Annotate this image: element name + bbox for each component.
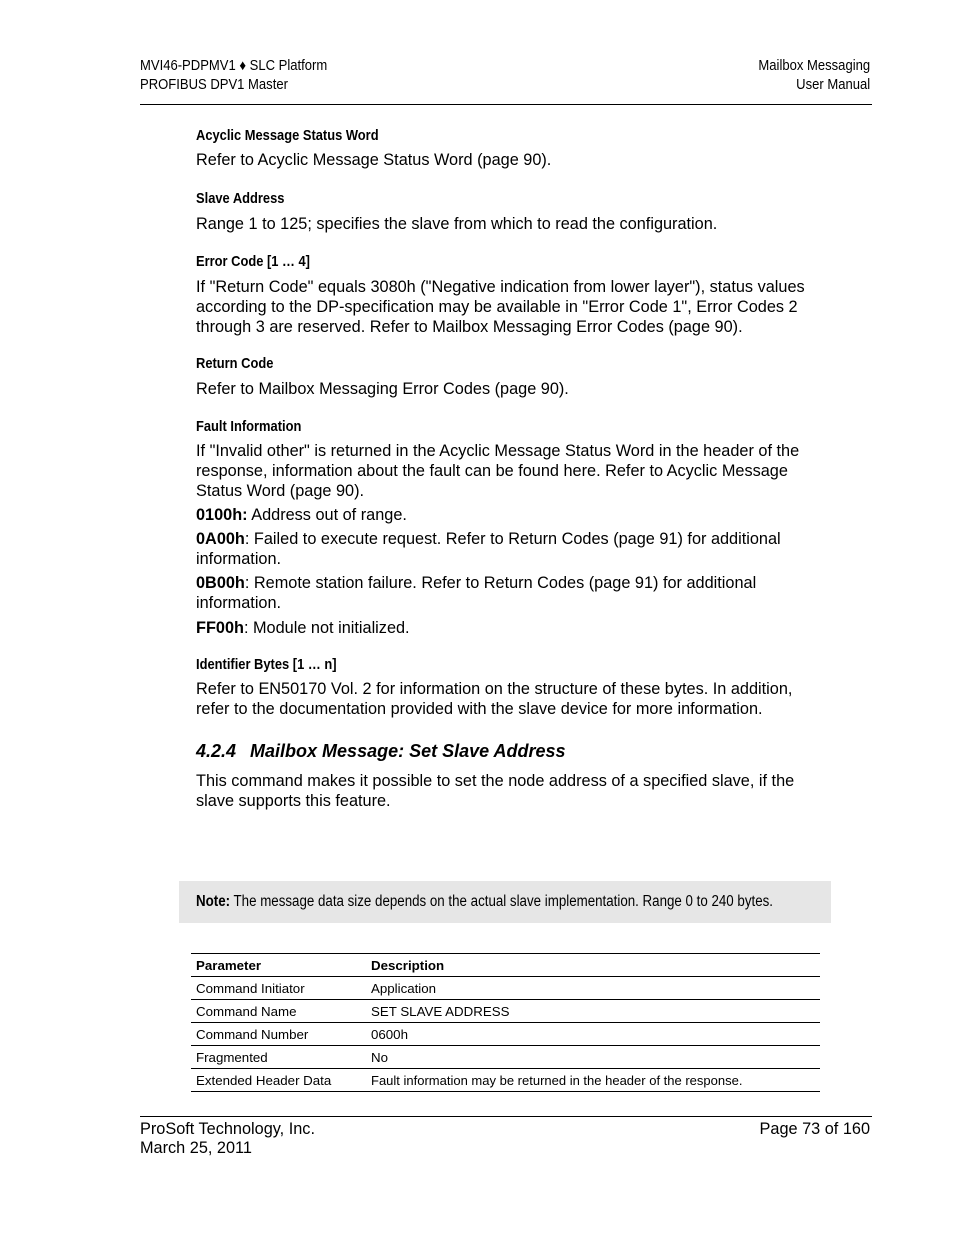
note-box [179, 881, 831, 923]
fault-code: 0B00h [196, 574, 245, 592]
fault-code: FF00h [196, 619, 244, 637]
page-header-left [140, 57, 327, 95]
section-number: 4.2.4 [196, 741, 237, 761]
footer-page-number: Page 73 of 160 [759, 1120, 870, 1138]
section-heading [196, 740, 821, 762]
fault-code-description: : Module not initialized. [243, 619, 410, 637]
subheading-identifier-bytes: Identifier Bytes [1 … n] [196, 656, 337, 673]
table-cell-description: Application [366, 977, 820, 1000]
header-subtitle: PROFIBUS DPV1 Master [140, 77, 288, 93]
subheading-error-code: Error Code [1 … 4] [196, 253, 310, 270]
footer-company: ProSoft Technology, Inc. [140, 1120, 315, 1138]
header-divider [140, 104, 872, 105]
table-cell-description: Fault information may be returned in the header of the response. [366, 1069, 820, 1092]
fault-code: 0100h: [196, 506, 248, 524]
page-footer-left [140, 1120, 315, 1158]
table-row [191, 977, 820, 1000]
subheading-return-code: Return Code [196, 355, 274, 372]
header-chapter: Mailbox Messaging [758, 58, 870, 74]
header-product: MVI46-PDPMV1 ♦ SLC Platform [140, 58, 328, 74]
paragraph-section-intro: This command makes it possible to set the node address of a specified slave, if the slave supports this feature. [196, 772, 795, 810]
table-row [191, 1069, 820, 1092]
note-text [196, 892, 773, 912]
column-header-parameter: Parameter [191, 954, 366, 977]
fault-code-item [196, 529, 821, 569]
table-header-row [191, 954, 820, 977]
table-cell-parameter: Command Name [191, 1000, 366, 1023]
page-header-right [758, 57, 870, 95]
page-body [196, 124, 821, 811]
paragraph-error-code: If "Return Code" equals 3080h ("Negative indication from lower layer"), status values according to the DP-specification may be available in "Error Code 1", Error Codes 2 through 3 are reserved. Refer to Mailbox Messaging Error Codes (page 90). [196, 278, 805, 336]
table-cell-description: No [366, 1046, 820, 1069]
fault-code-description: : Remote station failure. Refer to Return Codes (page 91) for additional information. [196, 574, 757, 612]
paragraph-fault-information: If "Invalid other" is returned in the Acyclic Message Status Word in the header of the response, information about the fault can be found here. Refer to Acyclic Message Status Word (page 90). [196, 442, 800, 500]
paragraph-acyclic-status: Refer to Acyclic Message Status Word (page 90). [196, 151, 552, 169]
table-cell-parameter: Extended Header Data [191, 1069, 366, 1092]
fault-code-description: Address out of range. [247, 506, 407, 524]
subheading-acyclic-status: Acyclic Message Status Word [196, 127, 379, 144]
subheading-fault-information: Fault Information [196, 418, 302, 435]
table-cell-parameter: Fragmented [191, 1046, 366, 1069]
table-cell-parameter: Command Number [191, 1023, 366, 1046]
paragraph-return-code: Refer to Mailbox Messaging Error Codes (page 90). [196, 380, 569, 398]
note-label: Note: [196, 893, 231, 910]
paragraph-slave-address: Range 1 to 125; specifies the slave from which to read the configuration. [196, 215, 718, 233]
table-row [191, 1023, 820, 1046]
column-header-description: Description [366, 954, 820, 977]
note-body: The message data size depends on the actual slave implementation. Range 0 to 240 bytes. [230, 893, 773, 910]
parameter-table [191, 953, 820, 1092]
header-doc-type: User Manual [796, 77, 870, 93]
fault-code-item [196, 505, 821, 525]
table-cell-description: SET SLAVE ADDRESS [366, 1000, 820, 1023]
section-title: Mailbox Message: Set Slave Address [250, 741, 566, 761]
footer-divider [140, 1116, 872, 1117]
paragraph-identifier-bytes: Refer to EN50170 Vol. 2 for information on the structure of these bytes. In addition, refer to the documentation provided with the slave device for more information. [196, 680, 793, 718]
fault-code-item [196, 573, 821, 613]
table-cell-parameter: Command Initiator [191, 977, 366, 1000]
fault-code: 0A00h [196, 530, 245, 548]
table-row [191, 1000, 820, 1023]
subheading-slave-address: Slave Address [196, 190, 285, 207]
footer-date: March 25, 2011 [140, 1139, 252, 1157]
fault-code-item [196, 618, 821, 638]
table-row [191, 1046, 820, 1069]
fault-code-description: : Failed to execute request. Refer to Return Codes (page 91) for additional information. [196, 530, 781, 568]
page-footer-right [760, 1120, 870, 1139]
table-cell-description: 0600h [366, 1023, 820, 1046]
